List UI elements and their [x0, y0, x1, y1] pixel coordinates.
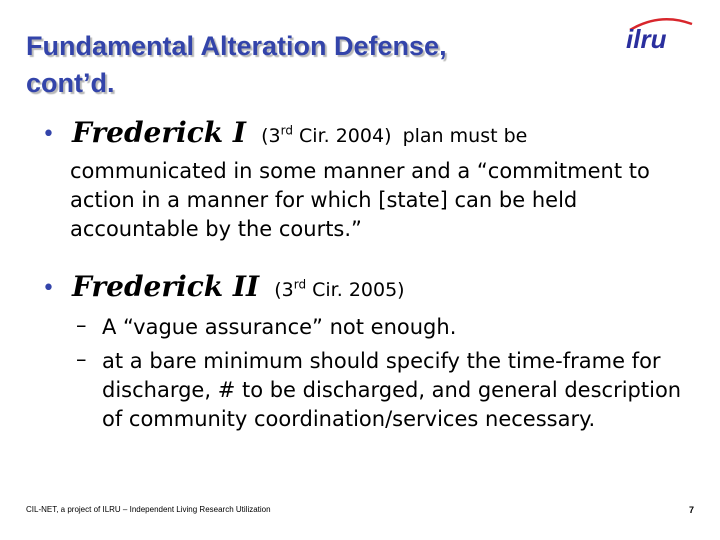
citation-1: (3rd Cir. 2004)	[261, 123, 392, 147]
bullet-1-heading	[72, 116, 527, 149]
subitem-dash-1: –	[76, 313, 87, 337]
bullet-1-line-1: communicated in some manner and a “commitment to	[70, 159, 650, 183]
slide-title	[26, 28, 586, 102]
bullet-1-inline-text: plan must be	[402, 125, 528, 147]
ilru-logo	[622, 14, 696, 54]
citation-2: (3rd Cir. 2005)	[274, 277, 405, 301]
bullet-2-heading	[72, 270, 405, 303]
bullet-dot-1: •	[42, 122, 55, 147]
case-name-2: Frederick II	[72, 270, 260, 303]
footer-text: CIL-NET, a project of ILRU – Independent Living Research Utilization	[26, 505, 271, 514]
subitem-2-line-3: of community coordination/services necessary.	[102, 407, 596, 431]
subitem-dash-2: –	[76, 347, 87, 371]
bullet-1-line-2: action in a manner for which [state] can be held	[70, 188, 578, 212]
page-number: 7	[689, 505, 695, 515]
case-name-1: Frederick I	[72, 116, 247, 149]
title-line-2: cont’d.	[26, 68, 115, 98]
bullet-dot-2: •	[42, 276, 55, 301]
subitem-2-line-1: at a bare minimum should specify the time-frame for	[102, 349, 661, 373]
subitem-2-line-2: discharge, # to be discharged, and general description	[102, 378, 682, 402]
subitem-1-line-1: A “vague assurance” not enough.	[102, 315, 457, 339]
logo-text: ilru	[626, 24, 667, 54]
bullet-1-line-3: accountable by the courts.”	[70, 217, 362, 241]
title-line-1: Fundamental Alteration Defense,	[26, 31, 447, 61]
